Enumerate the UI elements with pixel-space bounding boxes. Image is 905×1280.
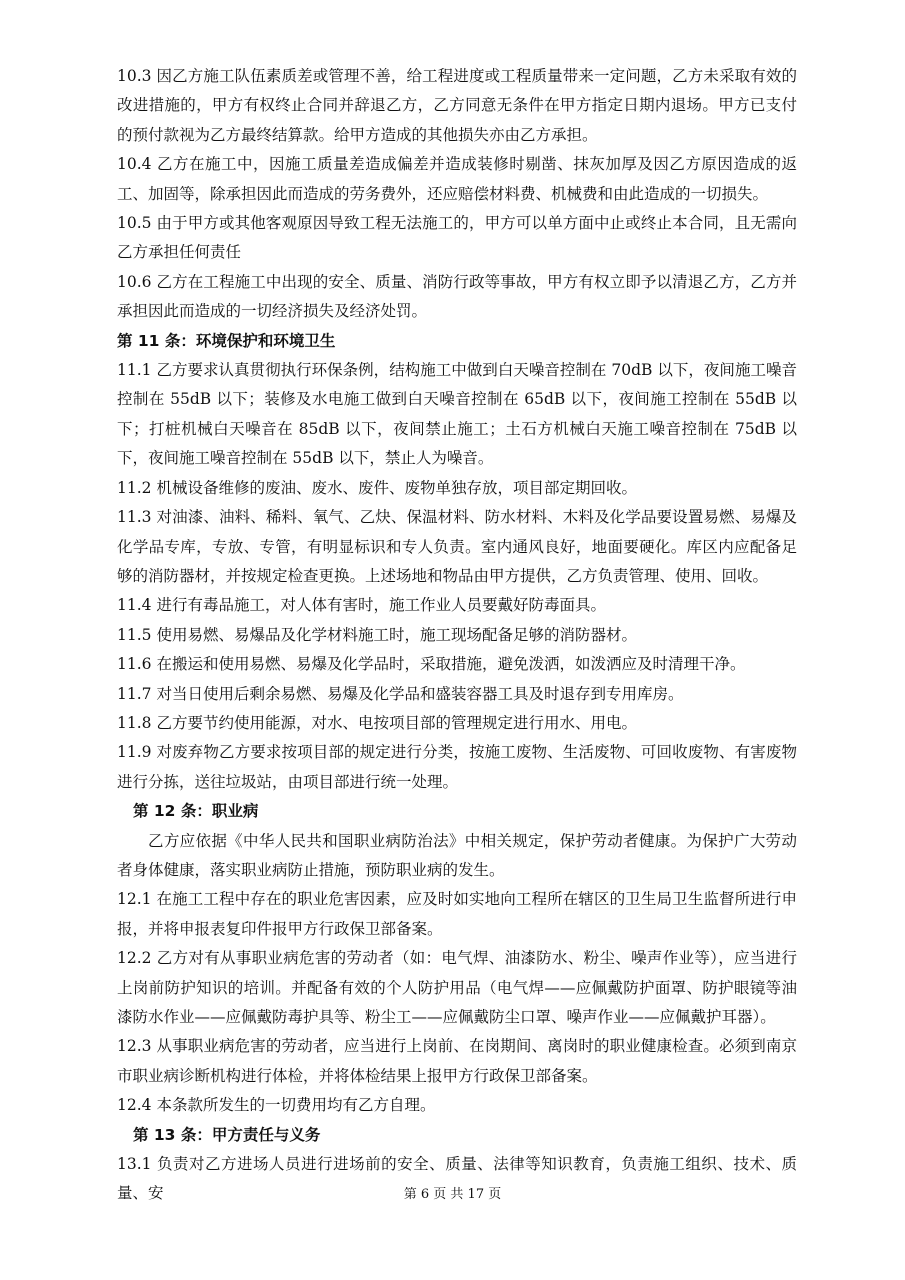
page-number-footer: 第 6 页 共 17 页 <box>403 1187 502 1202</box>
clause-11-7: 11.7 对当日使用后剩余易燃、易爆及化学品和盛装容器工具及时退存到专用库房。 <box>117 684 684 703</box>
clause-12-2: 12.2 乙方对有从事职业病危害的劳动者（如：电气焊、油漆防水、粉尘、噪声作业等），应当进行上岗前防护知识的培训。并配备有效的个人防护用品（电气焊——应佩戴防护面罩、防护眼镜等油漆防水作业——应佩戴防毒护具等、粉尘工——应佩戴防尘口罩、噪声作业——应佩戴护耳器）。 <box>117 949 797 1026</box>
clause-12-1: 12.1 在施工工程中存在的职业危害因素，应及时如实地向工程所在辖区的卫生局卫生监督所进行申报，并将申报表复印件报甲方行政保卫部备案。 <box>117 890 797 938</box>
document-body <box>117 62 797 1209</box>
clause-10-4: 10.4 乙方在施工中，因施工质量差造成偏差并造成装修时剔凿、抹灰加厚及因乙方原因造成的返工、加固等，除承担因此而造成的劳务费外，还应赔偿材料费、机械费和由此造成的一切损失。 <box>117 155 797 203</box>
clause-13-1: 13.1 负责对乙方进场人员进行进场前的安全、质量、法律等知识教育，负责施工组织、技术、质量、安 <box>117 1155 797 1203</box>
clause-12-3: 12.3 从事职业病危害的劳动者，应当进行上岗前、在岗期间、离岗时的职业健康检查。必须到南京市职业病诊断机构进行体检，并将体检结果上报甲方行政保卫部备案。 <box>117 1037 797 1085</box>
clause-11-9: 11.9 对废弃物乙方要求按项目部的规定进行分类，按施工废物、生活废物、可回收废物、有害废物进行分拣，送往垃圾站，由项目部进行统一处理。 <box>117 743 797 791</box>
clause-10-6: 10.6 乙方在工程施工中出现的安全、质量、消防行政等事故，甲方有权立即予以清退乙方，乙方并承担因此而造成的一切经济损失及经济处罚。 <box>117 272 797 321</box>
article-12-heading: 第 12 条：职业病 <box>133 802 259 821</box>
clause-11-6: 11.6 在搬运和使用易燃、易爆及化学品时，采取措施，避免泼洒，如泼洒应及时清理干净。 <box>117 655 746 674</box>
clause-10-3: 10.3 因乙方施工队伍素质差或管理不善，给工程进度或工程质量带来一定问题，乙方未采取有效的改进措施的，甲方有权终止合同并辞退乙方，乙方同意无条件在甲方指定日期内退场。甲方已支付的预付款视为乙方最终结算款。给甲方造成的其他损失亦由乙方承担。 <box>117 67 797 144</box>
article-13-heading: 第 13 条：甲方责任与义务 <box>133 1125 321 1144</box>
clause-11-8: 11.8 乙方要节约使用能源，对水、电按项目部的管理规定进行用水、用电。 <box>117 713 637 732</box>
clause-12-4: 12.4 本条款所发生的一切费用均有乙方自理。 <box>117 1096 436 1115</box>
clause-11-1: 11.1 乙方要求认真贯彻执行环保条例，结构施工中做到白天噪音控制在 70dB 以下，夜间施工噪音控制在 55dB 以下；装修及水电施工做到白天噪音控制在 65dB 以下，夜间施工控制在 55dB 以下；打桩机械白天噪音在 85dB 以下，夜间禁止施工；土石方机械白天施工噪音控制在 75dB 以下，夜间施工噪音控制在 55dB 以下，禁止人为噪音。 <box>117 361 797 468</box>
clause-11-3: 11.3 对油漆、油料、稀料、氧气、乙炔、保温材料、防水材料、木料及化学品要设置易燃、易爆及化学品专库，专放、专管，有明显标识和专人负责。室内通风良好，地面要硬化。库区内应配备足够的消防器材，并按规定检查更换。上述场地和物品由甲方提供，乙方负责管理、使用、回收。 <box>117 508 797 585</box>
clause-11-4: 11.4 进行有毒品施工，对人体有害时，施工作业人员要戴好防毒面具。 <box>117 596 606 615</box>
clause-11-2: 11.2 机械设备维修的废油、废水、废件、废物单独存放，项目部定期回收。 <box>117 478 637 497</box>
clause-11-5: 11.5 使用易燃、易爆品及化学材料施工时，施工现场配备足够的消防器材。 <box>117 625 637 644</box>
article-11-heading: 第 11 条：环境保护和环境卫生 <box>117 331 336 350</box>
clause-10-5: 10.5 由于甲方或其他客观原因导致工程无法施工的，甲方可以单方面中止或终止本合同，且无需向乙方承担任何责任 <box>117 214 797 262</box>
article-12-intro: 乙方应依据《中华人民共和国职业病防治法》中相关规定，保护劳动者健康。为保护广大劳动者身体健康，落实职业病防止措施，预防职业病的发生。 <box>117 831 797 879</box>
